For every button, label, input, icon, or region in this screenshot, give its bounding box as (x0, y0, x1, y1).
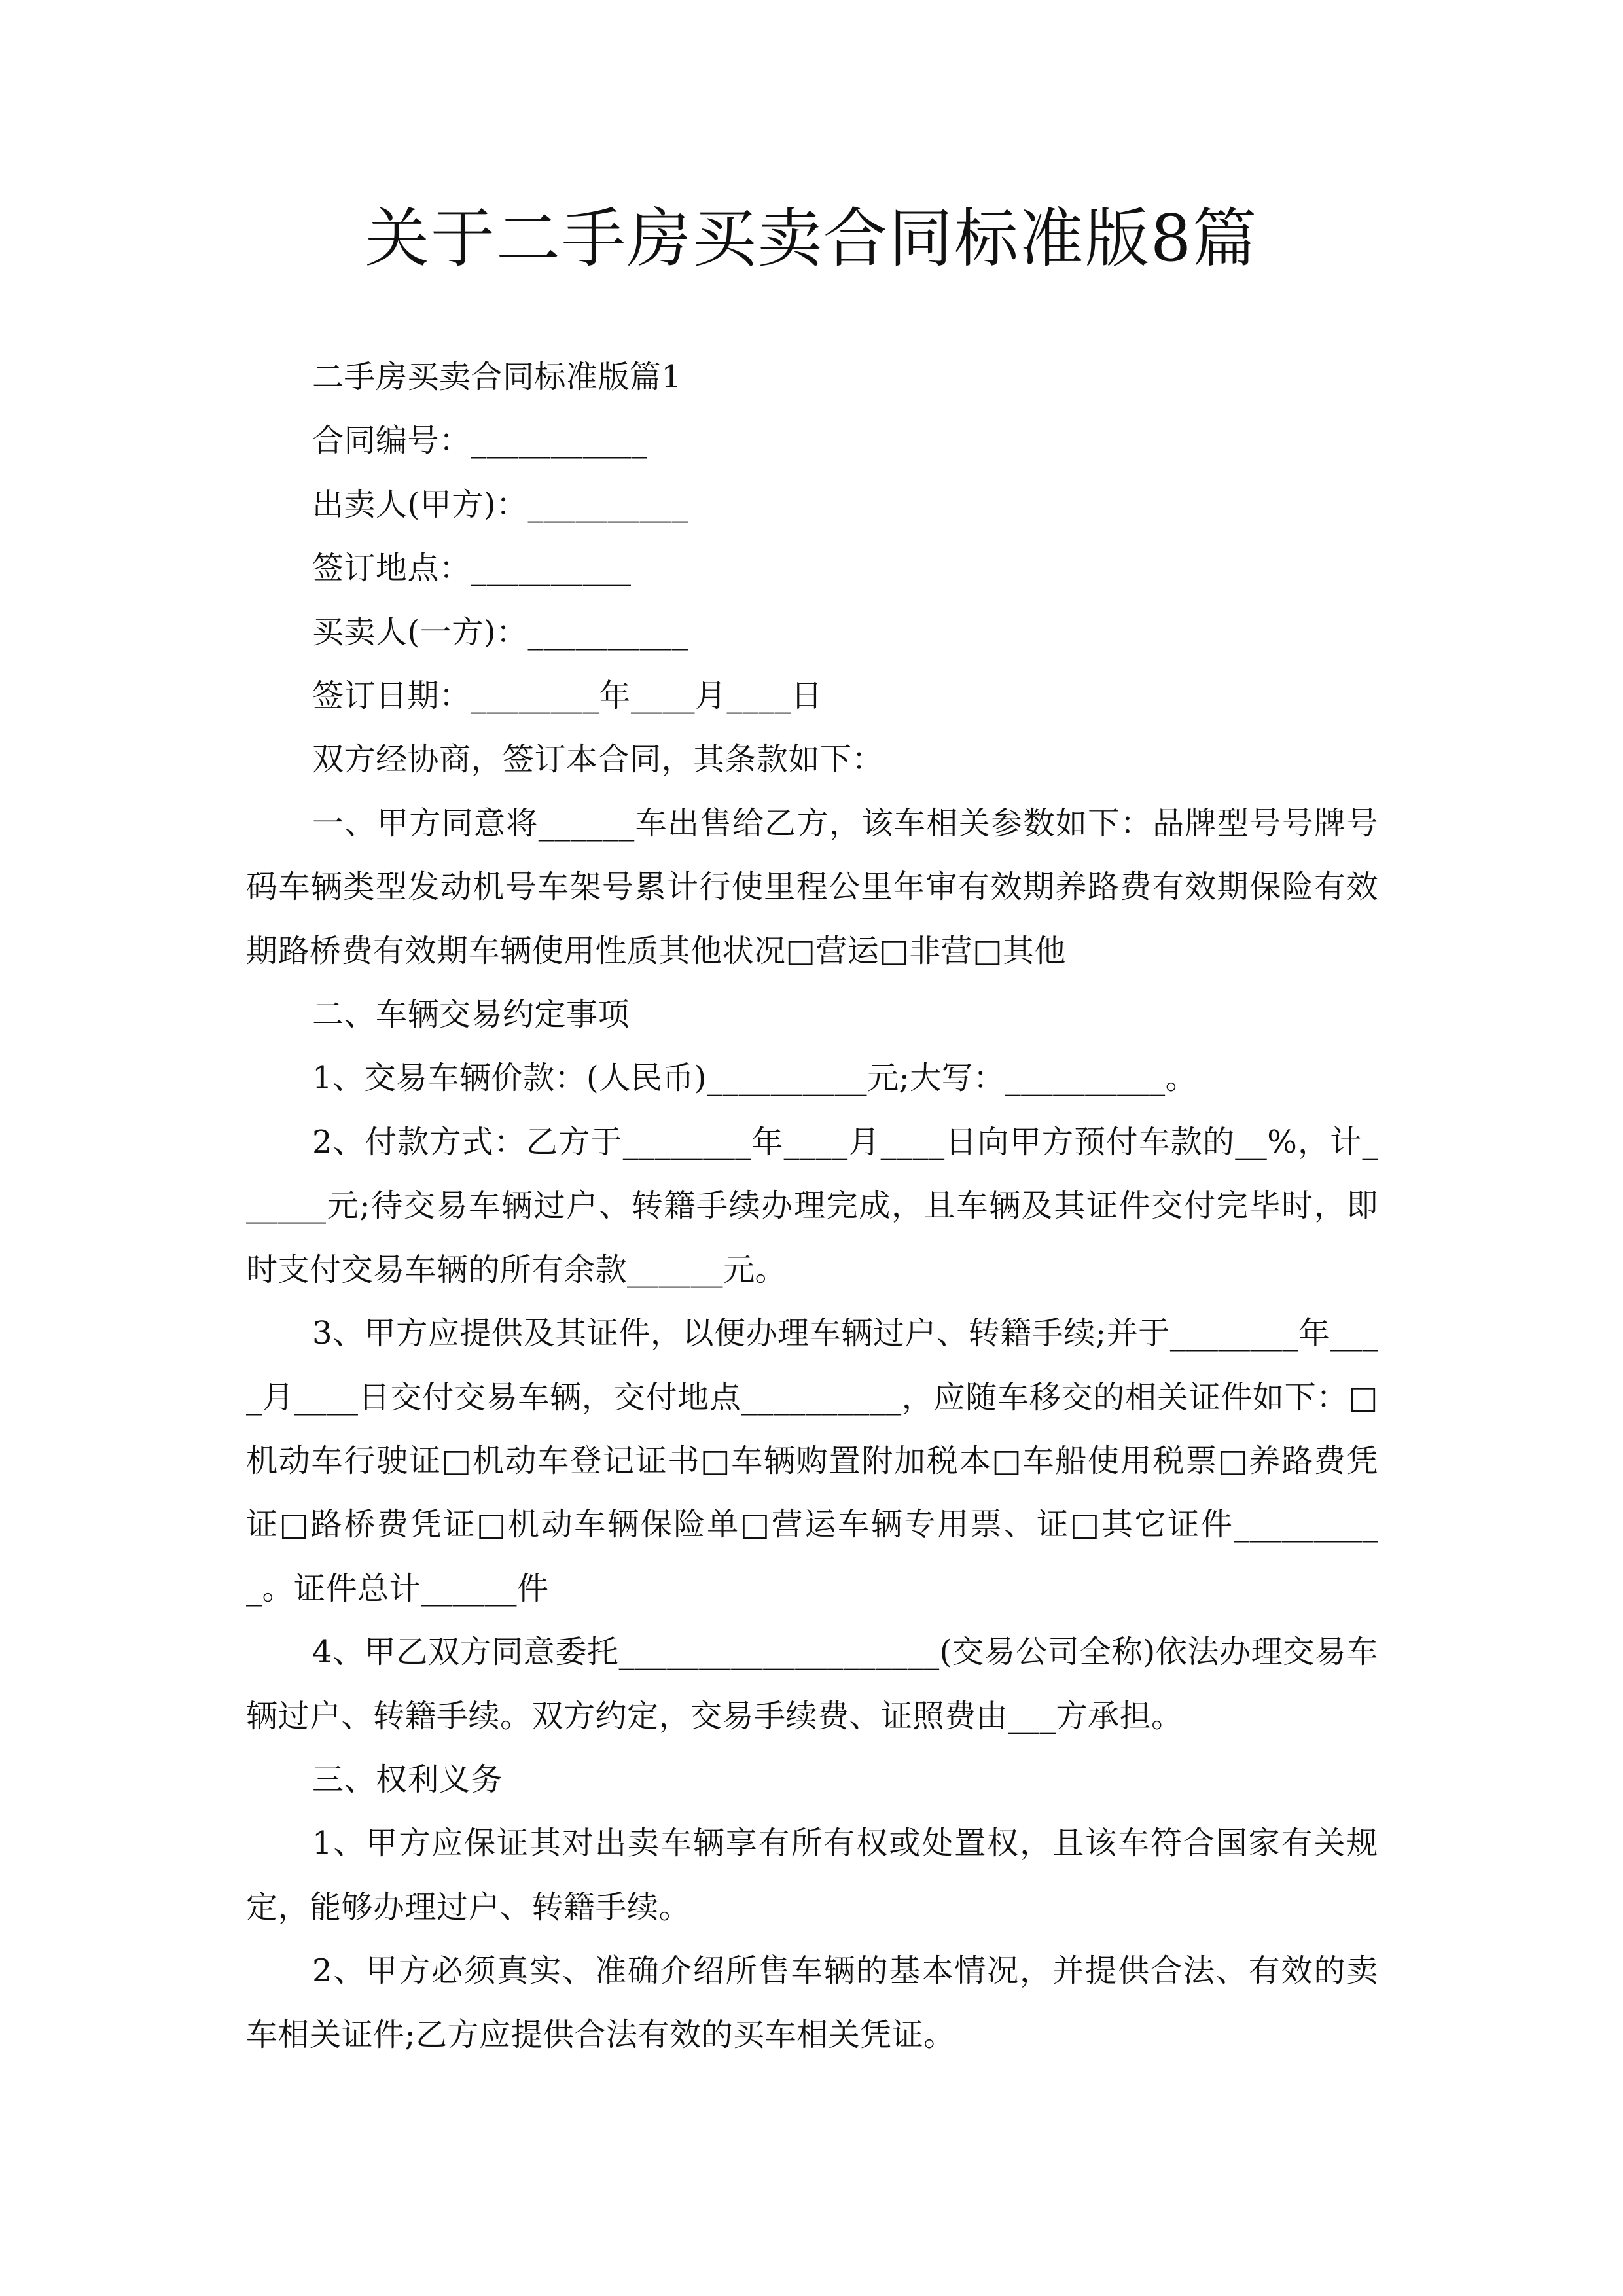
paragraph: 4、甲乙双方同意委托____________________(交易公司全称)依法办理交易车辆过户、转籍手续。双方约定，交易手续费、证照费由___方承担。 (246, 1634, 1378, 1734)
paragraph: 1、甲方应保证其对出卖车辆享有所有权或处置权，且该车符合国家有关规定，能够办理过户、转籍手续。 (246, 1825, 1378, 1926)
section-heading: 二、车辆交易约定事项 (312, 996, 630, 1033)
paragraph: 双方经协商，签订本合同，其条款如下： (312, 741, 884, 778)
paragraph: 3、甲方应提供及其证件，以便办理车辆过户、转籍手续;并于________年____月____日交付交易车辆，交付地点__________，应随车移交的相关证件如下：□机动车行驶证□机动车登记证书□车辆购置附加税本□车船使用税票□养路费凭证□路桥费凭证□机动车辆保险单□营运车辆专用票、证□其它证件__________。证件总计______件 (246, 1315, 1378, 1607)
paragraph: 1、交易车辆价款：(人民币)__________元;大写：__________。 (312, 1060, 1198, 1097)
section-heading: 二手房买卖合同标准版篇1 (312, 359, 682, 395)
paragraph: 2、甲方必须真实、准确介绍所售车辆的基本情况，并提供合法、有效的卖车相关证件;乙方应提供合法有效的买车相关凭证。 (246, 1952, 1378, 2053)
paragraph: 2、付款方式：乙方于________年____月____日向甲方预付车款的__%，计______元;待交易车辆过户、转籍手续办理完成，且车辆及其证件交付完毕时，即时支付交易车辆的所有余款______元。 (246, 1123, 1378, 1288)
document-body (246, 346, 1378, 2067)
seller-field: 出卖人(甲方)：__________ (312, 486, 688, 523)
signing-date-field: 签订日期：________年____月____日 (312, 677, 823, 715)
document-title: 关于二手房买卖合同标准版8篇 (365, 202, 1258, 276)
signing-place-field: 签订地点：__________ (312, 550, 632, 587)
contract-number-field: 合同编号：___________ (312, 422, 648, 459)
paragraph: 一、甲方同意将______车出售给乙方，该车相关参数如下：品牌型号号牌号码车辆类型发动机号车架号累计行使里程公里年审有效期养路费有效期保险有效期路桥费有效期车辆使用性质其他状况□营运□非营□其他 (246, 804, 1378, 969)
buyer-field: 买卖人(一方)：__________ (312, 613, 688, 651)
section-heading: 三、权利义务 (312, 1761, 503, 1798)
